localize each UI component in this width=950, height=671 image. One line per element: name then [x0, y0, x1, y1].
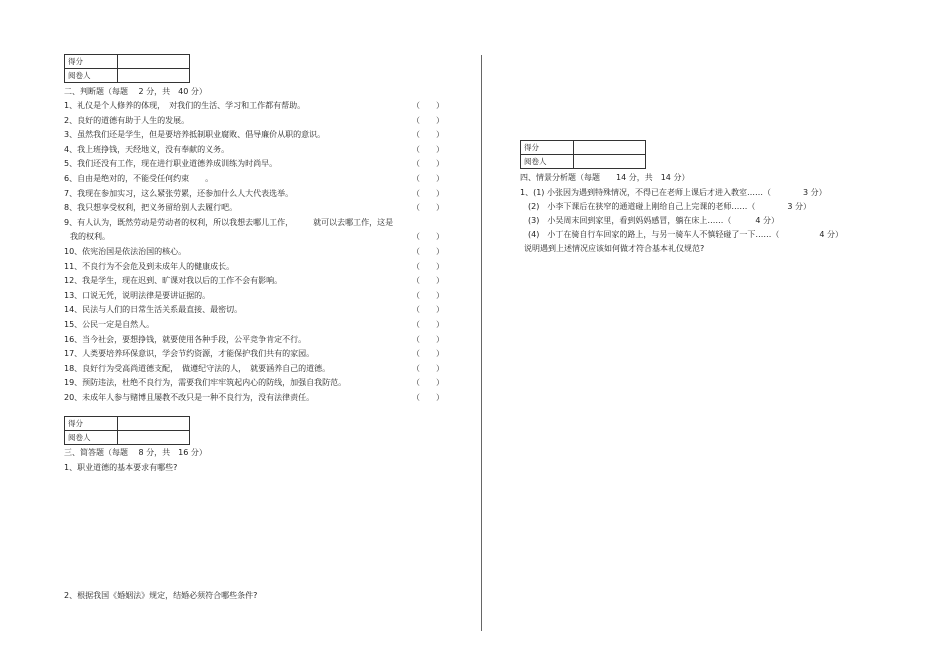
question-text: 3、虽然我们还是学生，但是要培养抵制职业腐败、倡导廉价从职的意识。	[64, 130, 326, 140]
section3-title: 三、简答题（每题 8 分，共 16 分）	[64, 448, 207, 457]
answer-parens[interactable]: （ ）	[412, 159, 444, 169]
question-text: 7、我现在参加实习，这么紧张劳累，还参加什么人大代表选举。	[64, 188, 294, 198]
answer-parens[interactable]: （ ）	[412, 261, 444, 271]
answer-parens[interactable]: （ ）	[412, 305, 444, 315]
answer-parens[interactable]: （ ）	[412, 378, 444, 388]
reviewer-label: 阅卷人	[65, 69, 118, 83]
score-label: 得分	[521, 141, 574, 155]
question-text: 4、我上班挣钱，天经地义，没有奉献的义务。	[64, 144, 230, 154]
answer-parens[interactable]: （ ）	[412, 115, 444, 125]
reviewer-label: 阅卷人	[65, 431, 118, 445]
question-text: 16、当今社会，要想挣钱，就要使用各种手段，公平竞争肯定不行。	[64, 334, 307, 344]
answer-parens[interactable]: （ ）	[412, 290, 444, 300]
question-text: 11、不良行为不会危及到未成年人的健康成长。	[64, 261, 235, 271]
answer-parens[interactable]: （ ）	[412, 130, 444, 140]
reviewer-blank	[574, 155, 646, 169]
section2-title: 二、判断题（每题 2 分，共 40 分）	[64, 87, 207, 96]
answer-parens[interactable]: （ ）	[412, 349, 444, 359]
answer-parens[interactable]: （ ）	[412, 393, 444, 402]
question-text: 1、礼仪是个人修养的体现， 对我们的生活、学习和工作都有帮助。	[64, 101, 306, 110]
question-text: 14、民法与人们的日常生活关系最直接、最密切。	[64, 305, 243, 315]
score-blank	[574, 141, 646, 155]
answer-parens[interactable]: （ ）	[412, 203, 444, 213]
answer-parens[interactable]: （ ）	[412, 188, 444, 198]
question-text: 2、良好的道德有助于人生的发展。	[64, 115, 190, 125]
question-text: 19、预防违法，杜绝不良行为，需要我们牢牢筑起内心的防线，加强自我防范。	[64, 378, 347, 388]
answer-parens[interactable]: （ ）	[412, 247, 444, 256]
score-blank	[118, 55, 190, 69]
score-box-3	[520, 140, 646, 169]
score-box-2	[64, 416, 190, 445]
question-text: 20、未成年人参与赌博且屡教不改只是一种不良行为，没有法律责任。	[64, 393, 315, 402]
scenario-item-2: (2) 小李下课后在狭窄的通道碰上刚给自己上完课的老师……（ 3 分）	[528, 202, 811, 211]
reviewer-label: 阅卷人	[521, 155, 574, 169]
question-text: 8、我只想享受权利，把义务留给别人去履行吧。	[64, 203, 238, 213]
question-text: 6、自由是绝对的，不能受任何约束 。	[64, 174, 214, 183]
question-text: 17、人类要培养环保意识，学会节约资源，才能保护我们共有的家园。	[64, 349, 315, 359]
scenario-item-4: (4) 小丁在骑自行车回家的路上，与另一骑车人不慎轻碰了一下……（ 4 分）	[528, 230, 843, 239]
score-label: 得分	[65, 55, 118, 69]
scenario-question: 说明遇到上述情况应该如何做才符合基本礼仪规范?	[524, 244, 705, 253]
answer-parens[interactable]: （ ）	[412, 144, 444, 154]
scenario-item-3: (3) 小吴周末回到家里，看到妈妈感冒，躺在床上……（ 4 分）	[528, 216, 779, 225]
scenario-item-1: 1、(1) 小张因为遇到特殊情况，不得已在老师上课后才进入教室……（ 3 分）	[520, 188, 827, 197]
answer-parens[interactable]: （ ）	[412, 232, 444, 242]
question-text: 15、公民一定是自然人。	[64, 320, 155, 329]
score-blank	[118, 417, 190, 431]
reviewer-blank	[118, 69, 190, 83]
question-text: 5、我们还没有工作，现在进行职业道德养成训练为时尚早。	[64, 159, 278, 169]
question-text: 我的权利。	[70, 232, 110, 242]
score-label: 得分	[65, 417, 118, 431]
answer-parens[interactable]: （ ）	[412, 276, 444, 286]
column-divider	[481, 55, 482, 631]
question-text: 12、我是学生，现在迟到、旷课对我以后的工作不会有影响。	[64, 276, 283, 286]
score-box-1	[64, 54, 190, 83]
answer-parens[interactable]: （ ）	[412, 101, 444, 110]
question-text: 18、良好行为受高尚道德支配， 做遵纪守法的人， 就要涵养自己的道德。	[64, 363, 331, 373]
question-text: 10、依宪治国是依法治国的核心。	[64, 247, 187, 256]
short-answer-q1: 1、职业道德的基本要求有哪些?	[64, 463, 178, 472]
short-answer-q2: 2、根据我国《婚姻法》规定，结婚必须符合哪些条件?	[64, 591, 258, 600]
section4-title: 四、情景分析题（每题 14 分，共 14 分）	[520, 173, 690, 182]
answer-parens[interactable]: （ ）	[412, 334, 444, 344]
answer-parens[interactable]: （ ）	[412, 363, 444, 373]
reviewer-blank	[118, 431, 190, 445]
answer-parens[interactable]: （ ）	[412, 174, 444, 183]
question-text: 13、口说无凭，说明法律是要讲证据的。	[64, 290, 211, 300]
question-text: 9、有人认为，既然劳动是劳动者的权利，所以我想去哪儿工作， 就可以去哪工作，这是	[64, 217, 394, 227]
answer-parens[interactable]: （ ）	[412, 320, 444, 329]
